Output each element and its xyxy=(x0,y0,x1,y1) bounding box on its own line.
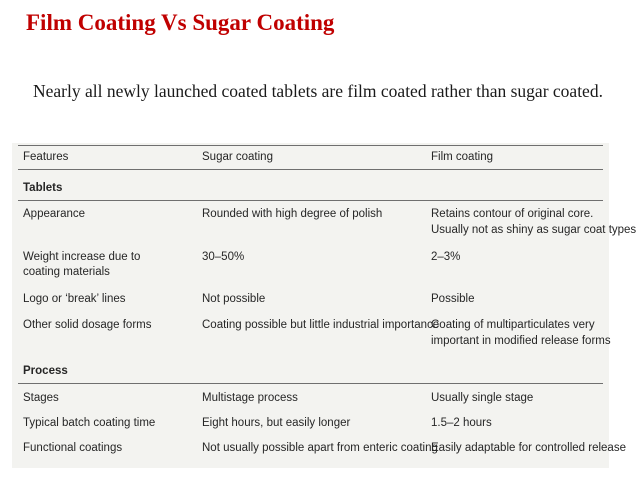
row-logo-sugar: Not possible xyxy=(202,293,266,305)
row-batch-time-sugar: Eight hours, but easily longer xyxy=(202,417,351,429)
header-sugar-coating: Sugar coating xyxy=(202,151,273,163)
row-stages-feature: Stages xyxy=(23,392,59,404)
row-weight-sugar: 30–50% xyxy=(202,251,245,263)
row-appearance-sugar: Rounded with high degree of polish xyxy=(202,208,383,220)
row-stages-sugar: Multistage process xyxy=(202,392,298,404)
slide-title: Film Coating Vs Sugar Coating xyxy=(26,10,335,35)
row-logo-film: Possible xyxy=(431,293,475,305)
row-functional-sugar: Not usually possible apart from enteric coating xyxy=(202,442,438,454)
header-film-coating: Film coating xyxy=(431,151,493,163)
row-other-forms-sugar: Coating possible but little industrial importance xyxy=(202,319,440,331)
section-process: Process xyxy=(23,365,68,377)
row-weight-film: 2–3% xyxy=(431,251,461,263)
row-stages-film: Usually single stage xyxy=(431,392,534,404)
row-appearance-feature: Appearance xyxy=(23,208,86,220)
row-weight-feature: Weight increase due to xyxy=(23,251,141,263)
section-process-rule xyxy=(18,383,603,384)
row-appearance-film-line2: Usually not as shiny as sugar coat types xyxy=(431,224,637,236)
table-top-rule xyxy=(18,145,603,146)
row-other-forms-feature: Other solid dosage forms xyxy=(23,319,152,331)
row-other-forms-film: Coating of multiparticulates very xyxy=(431,319,595,331)
header-features: Features xyxy=(23,151,69,163)
row-appearance-film: Retains contour of original core. xyxy=(431,208,594,220)
section-tablets: Tablets xyxy=(23,182,63,194)
comparison-table xyxy=(12,143,637,468)
row-functional-film: Easily adaptable for controlled release xyxy=(431,442,626,454)
header-rule xyxy=(18,169,603,170)
row-logo-feature: Logo or ‘break’ lines xyxy=(23,293,126,305)
row-batch-time-film: 1.5–2 hours xyxy=(431,417,492,429)
section-tablets-rule xyxy=(18,200,603,201)
row-weight-feature-line2: coating materials xyxy=(23,266,110,278)
row-batch-time-feature: Typical batch coating time xyxy=(23,417,156,429)
intro-text: Nearly all newly launched coated tablets are film coated rather than sugar coated. xyxy=(33,81,603,101)
row-functional-feature: Functional coatings xyxy=(23,442,123,454)
row-other-forms-film-line2: important in modified release forms xyxy=(431,335,611,347)
